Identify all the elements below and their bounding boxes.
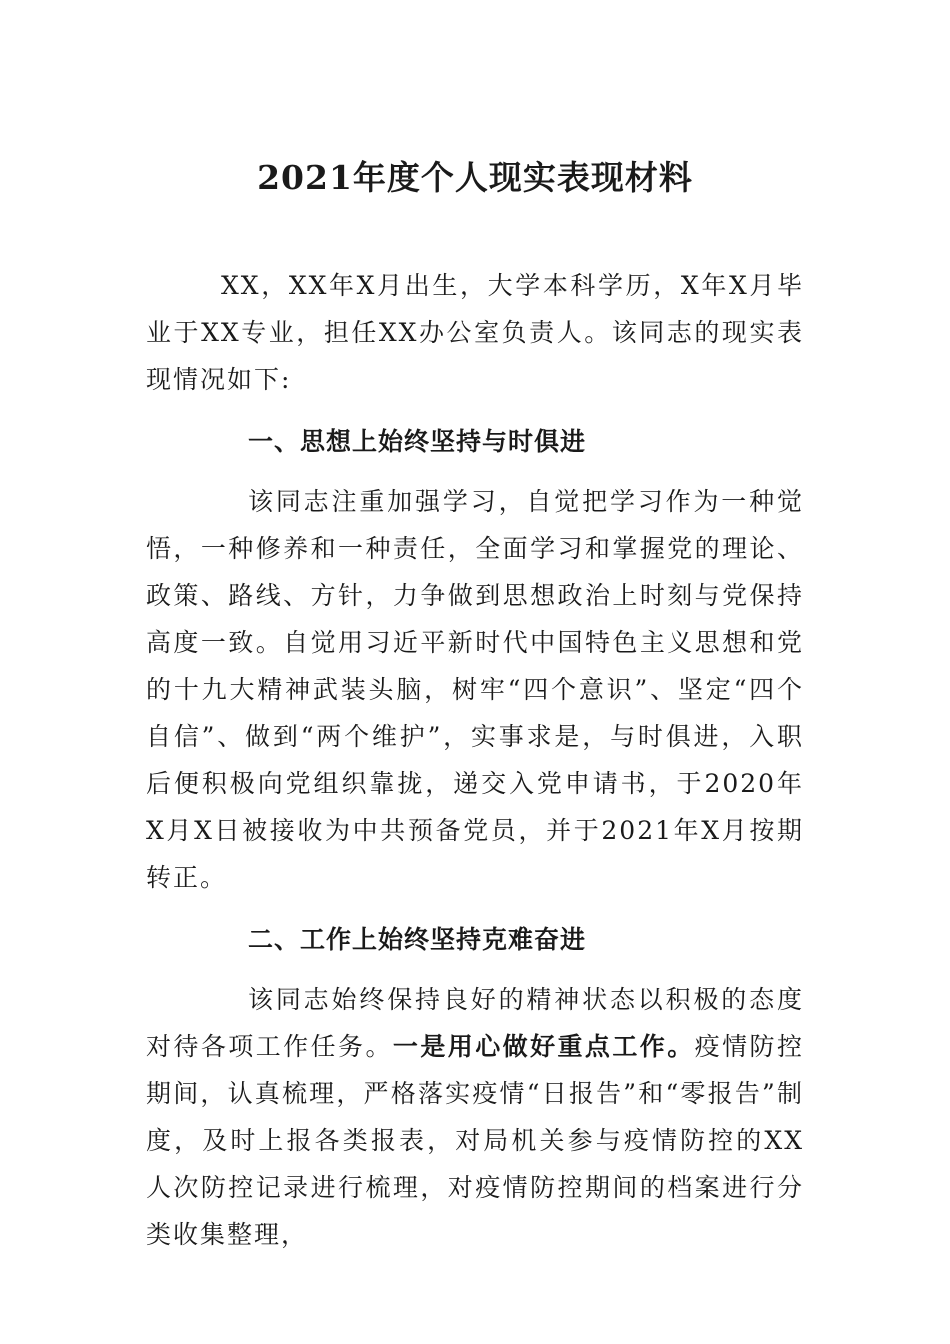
paragraph-rest-text: 疫情防控期间，认真梳理，严格落实疫情“日报告”和“零报告”制度，及时上报各类报表，对局机关参与疫情防控的XX人次防控记录进行梳理，对疫情防控期间的档案进行分类收集整理， <box>146 1032 804 1249</box>
paragraph-lead-text: 该同志始终保持良好的精神状态以积极的态度对待各项工作任务。 <box>146 985 804 1061</box>
section-paragraph-1: 该同志注重加强学习，自觉把学习作为一种觉悟，一种修养和一种责任，全面学习和掌握党的理论、政策、路线、方针，力争做到思想政治上时刻与党保持高度一致。自觉用习近平新时代中国特色主义思想和党的十九大精神武装头脑，树牢“四个意识”、坚定“四个自信”、做到“两个维护”，实事求是，与时俱进，入职后便积极向党组织靠拢，递交入党申请书，于2020年X月X日被接收为中共预备党员，并于2021年X月按期转正。 <box>146 487 804 892</box>
section-heading-2: 二、工作上始终坚持克难奋进 <box>248 925 587 954</box>
document-title: 2021年度个人现实表现材料 <box>257 158 693 197</box>
paragraph-bold-text: 一是用心做好重点工作。 <box>392 1032 695 1061</box>
section-paragraph-2 <box>146 976 804 1258</box>
document-body <box>146 262 804 1258</box>
intro-paragraph: XX，XX年X月出生，大学本科学历，X年X月毕业于XX专业，担任XX办公室负责人。该同志的现实表现情况如下: <box>146 271 804 394</box>
section-heading-1: 一、思想上始终坚持与时俱进 <box>248 427 587 456</box>
